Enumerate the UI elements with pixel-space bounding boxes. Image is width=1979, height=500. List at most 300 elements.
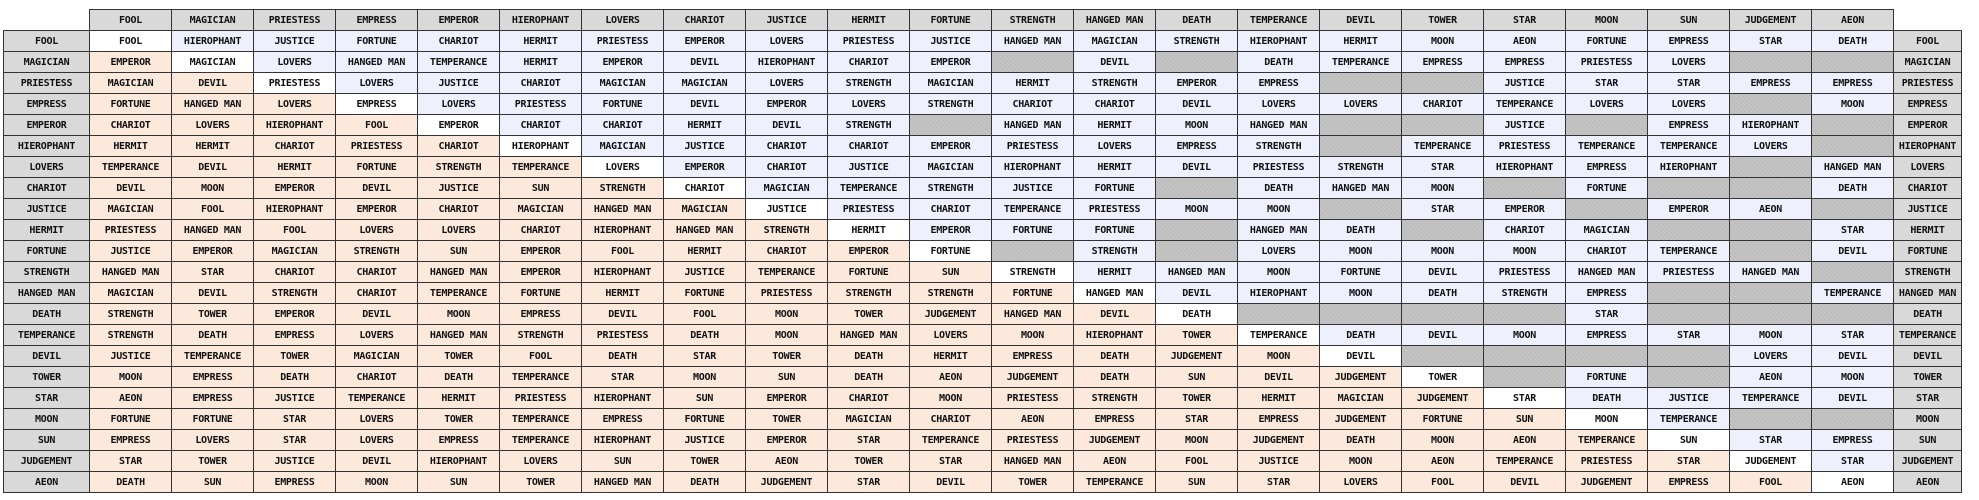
- result-cell: CHARIOT: [500, 220, 582, 241]
- result-cell: PRIESTESS: [1566, 451, 1648, 472]
- result-cell: LOVERS: [910, 325, 992, 346]
- result-cell: HIEROPHANT: [1648, 157, 1730, 178]
- column-header: DEATH: [1156, 10, 1238, 31]
- result-cell: SUN: [1648, 430, 1730, 451]
- result-cell: HIEROPHANT: [418, 451, 500, 472]
- corner-cell: [4, 10, 90, 31]
- result-cell: MAGICIAN: [664, 73, 746, 94]
- result-cell: SUN: [172, 472, 254, 493]
- table-row: [4, 178, 1962, 199]
- result-cell: EMPRESS: [1648, 115, 1730, 136]
- result-cell: LOVERS: [418, 220, 500, 241]
- result-cell: STAR: [1156, 409, 1238, 430]
- result-cell: TEMPERANCE: [1484, 451, 1566, 472]
- result-cell: STRENGTH: [746, 220, 828, 241]
- result-cell: JUSTICE: [746, 199, 828, 220]
- empty-cell: [1730, 178, 1812, 199]
- result-cell: FOOL: [500, 346, 582, 367]
- empty-cell: [1402, 115, 1484, 136]
- result-cell: MOON: [1402, 178, 1484, 199]
- result-cell: DEVIL: [1402, 262, 1484, 283]
- result-cell: FORTUNE: [1074, 178, 1156, 199]
- row-header: AEON: [4, 472, 90, 493]
- result-cell: STAR: [1566, 73, 1648, 94]
- result-cell: MAGICIAN: [336, 346, 418, 367]
- result-cell: TOWER: [992, 472, 1074, 493]
- result-cell: HANGED MAN: [1074, 283, 1156, 304]
- result-cell: HANGED MAN: [172, 94, 254, 115]
- result-cell: DEATH: [1320, 220, 1402, 241]
- empty-cell: [1320, 199, 1402, 220]
- result-cell: MOON: [1320, 283, 1402, 304]
- table-row: [4, 430, 1962, 451]
- result-cell: FORTUNE: [582, 94, 664, 115]
- result-cell: DEVIL: [1484, 472, 1566, 493]
- empty-cell: [1730, 304, 1812, 325]
- header-row: [4, 10, 1962, 31]
- result-cell: DEATH: [1320, 325, 1402, 346]
- result-cell: STRENGTH: [1074, 241, 1156, 262]
- result-cell: STRENGTH: [500, 325, 582, 346]
- result-cell: STAR: [1648, 451, 1730, 472]
- row-header: FORTUNE: [4, 241, 90, 262]
- column-header: HIEROPHANT: [500, 10, 582, 31]
- result-cell: EMPEROR: [746, 388, 828, 409]
- row-header: EMPEROR: [4, 115, 90, 136]
- result-cell: TEMPERANCE: [500, 430, 582, 451]
- result-cell: MAGICIAN: [1566, 220, 1648, 241]
- table-row: [4, 409, 1962, 430]
- result-cell: CHARIOT: [910, 199, 992, 220]
- result-cell: DEVIL: [1812, 241, 1894, 262]
- result-cell: MAGICIAN: [172, 52, 254, 73]
- result-cell: EMPEROR: [910, 220, 992, 241]
- result-cell: DEVIL: [1156, 283, 1238, 304]
- result-cell: HERMIT: [1074, 115, 1156, 136]
- result-cell: JUDGEMENT: [910, 304, 992, 325]
- result-cell: LOVERS: [254, 94, 336, 115]
- result-cell: MAGICIAN: [1074, 31, 1156, 52]
- empty-cell: [1648, 283, 1730, 304]
- result-cell: CHARIOT: [582, 115, 664, 136]
- result-cell: LOVERS: [828, 94, 910, 115]
- column-header: JUDGEMENT: [1730, 10, 1812, 31]
- row-header: JUSTICE: [4, 199, 90, 220]
- result-cell: EMPEROR: [582, 52, 664, 73]
- result-cell: MOON: [746, 325, 828, 346]
- result-cell: JUSTICE: [1484, 115, 1566, 136]
- result-cell: MOON: [418, 304, 500, 325]
- result-cell: DEATH: [418, 367, 500, 388]
- result-cell: EMPRESS: [1238, 409, 1320, 430]
- result-cell: AEON: [992, 409, 1074, 430]
- result-cell: MAGICIAN: [90, 283, 172, 304]
- result-cell: FORTUNE: [992, 220, 1074, 241]
- result-cell: STRENGTH: [336, 241, 418, 262]
- result-cell: JUSTICE: [1238, 451, 1320, 472]
- result-cell: EMPRESS: [1648, 472, 1730, 493]
- result-cell: EMPEROR: [910, 136, 992, 157]
- result-cell: HIEROPHANT: [500, 136, 582, 157]
- result-cell: TEMPERANCE: [1730, 388, 1812, 409]
- table-row: [4, 157, 1962, 178]
- result-cell: EMPRESS: [1402, 52, 1484, 73]
- result-cell: PRIESTESS: [582, 31, 664, 52]
- result-cell: TOWER: [1156, 325, 1238, 346]
- result-cell: SUN: [1156, 472, 1238, 493]
- result-cell: HIEROPHANT: [992, 157, 1074, 178]
- result-cell: HIEROPHANT: [582, 430, 664, 451]
- empty-cell: [1812, 262, 1894, 283]
- result-cell: MAGICIAN: [746, 178, 828, 199]
- result-cell: STAR: [1402, 199, 1484, 220]
- empty-cell: [1402, 304, 1484, 325]
- result-cell: AEON: [90, 388, 172, 409]
- row-header: JUDGEMENT: [4, 451, 90, 472]
- result-cell: HANGED MAN: [1730, 262, 1812, 283]
- result-cell: DEATH: [664, 472, 746, 493]
- result-cell: DEATH: [1156, 304, 1238, 325]
- result-cell: JUDGEMENT: [1156, 346, 1238, 367]
- row-header: SUN: [4, 430, 90, 451]
- result-cell: SUN: [1156, 367, 1238, 388]
- empty-cell: [1812, 115, 1894, 136]
- result-cell: DEATH: [1566, 388, 1648, 409]
- row-header: HERMIT: [4, 220, 90, 241]
- result-cell: HANGED MAN: [1320, 178, 1402, 199]
- result-cell: STAR: [828, 472, 910, 493]
- column-header: FORTUNE: [910, 10, 992, 31]
- result-cell: HANGED MAN: [828, 325, 910, 346]
- result-cell: MAGICIAN: [90, 199, 172, 220]
- result-cell: SUN: [1484, 409, 1566, 430]
- result-cell: FORTUNE: [336, 31, 418, 52]
- result-cell: FORTUNE: [828, 262, 910, 283]
- empty-cell: [1812, 52, 1894, 73]
- result-cell: DEATH: [90, 472, 172, 493]
- result-cell: STRENGTH: [582, 178, 664, 199]
- result-cell: PRIESTESS: [828, 31, 910, 52]
- result-cell: FOOL: [582, 241, 664, 262]
- result-cell: EMPRESS: [418, 430, 500, 451]
- result-cell: FORTUNE: [1566, 178, 1648, 199]
- result-cell: TEMPERANCE: [1320, 52, 1402, 73]
- empty-cell: [1730, 409, 1812, 430]
- result-cell: TEMPERANCE: [828, 178, 910, 199]
- row-header-right: STAR: [1894, 388, 1962, 409]
- result-cell: TOWER: [500, 472, 582, 493]
- result-cell: AEON: [1484, 31, 1566, 52]
- result-cell: LOVERS: [336, 430, 418, 451]
- result-cell: TEMPERANCE: [500, 367, 582, 388]
- result-cell: MOON: [1812, 94, 1894, 115]
- table-row: [4, 283, 1962, 304]
- empty-cell: [1484, 346, 1566, 367]
- empty-cell: [1812, 199, 1894, 220]
- result-cell: MOON: [1238, 262, 1320, 283]
- result-cell: PRIESTESS: [1484, 136, 1566, 157]
- result-cell: EMPRESS: [1566, 325, 1648, 346]
- result-cell: EMPEROR: [172, 241, 254, 262]
- result-cell: STRENGTH: [1074, 73, 1156, 94]
- result-cell: STRENGTH: [1320, 157, 1402, 178]
- result-cell: EMPRESS: [1566, 283, 1648, 304]
- row-header-right: AEON: [1894, 472, 1962, 493]
- result-cell: AEON: [1484, 430, 1566, 451]
- row-header: MAGICIAN: [4, 52, 90, 73]
- table-row: [4, 31, 1962, 52]
- result-cell: HANGED MAN: [418, 325, 500, 346]
- result-cell: STAR: [1730, 31, 1812, 52]
- result-cell: HIEROPHANT: [1238, 31, 1320, 52]
- row-header: HIEROPHANT: [4, 136, 90, 157]
- result-cell: JUDGEMENT: [992, 367, 1074, 388]
- result-cell: STAR: [828, 430, 910, 451]
- result-cell: MOON: [1156, 115, 1238, 136]
- result-cell: HIEROPHANT: [1238, 283, 1320, 304]
- result-cell: EMPEROR: [254, 304, 336, 325]
- result-cell: STRENGTH: [910, 283, 992, 304]
- result-cell: HERMIT: [500, 31, 582, 52]
- column-header: FOOL: [90, 10, 172, 31]
- result-cell: DEVIL: [1812, 346, 1894, 367]
- result-cell: JUSTICE: [254, 388, 336, 409]
- result-cell: PRIESTESS: [1238, 157, 1320, 178]
- column-header: LOVERS: [582, 10, 664, 31]
- result-cell: FORTUNE: [90, 94, 172, 115]
- table-row: [4, 94, 1962, 115]
- column-header: TOWER: [1402, 10, 1484, 31]
- result-cell: DEVIL: [336, 451, 418, 472]
- result-cell: STRENGTH: [1484, 283, 1566, 304]
- result-cell: HIEROPHANT: [254, 199, 336, 220]
- result-cell: HERMIT: [910, 346, 992, 367]
- row-header-right: HERMIT: [1894, 220, 1962, 241]
- result-cell: LOVERS: [172, 430, 254, 451]
- result-cell: STRENGTH: [1074, 388, 1156, 409]
- row-header-right: EMPEROR: [1894, 115, 1962, 136]
- empty-cell: [1156, 241, 1238, 262]
- row-header-right: LOVERS: [1894, 157, 1962, 178]
- column-header: CHARIOT: [664, 10, 746, 31]
- result-cell: STAR: [582, 367, 664, 388]
- result-cell: MOON: [1402, 430, 1484, 451]
- table-row: [4, 346, 1962, 367]
- result-cell: HANGED MAN: [1156, 262, 1238, 283]
- result-cell: EMPRESS: [172, 367, 254, 388]
- result-cell: JUSTICE: [664, 430, 746, 451]
- result-cell: STRENGTH: [254, 283, 336, 304]
- row-header-right: TEMPERANCE: [1894, 325, 1962, 346]
- result-cell: EMPRESS: [1566, 157, 1648, 178]
- result-cell: TOWER: [1402, 367, 1484, 388]
- result-cell: HIEROPHANT: [582, 262, 664, 283]
- result-cell: JUDGEMENT: [1320, 409, 1402, 430]
- result-cell: DEVIL: [1156, 94, 1238, 115]
- result-cell: STAR: [1730, 430, 1812, 451]
- result-cell: CHARIOT: [254, 136, 336, 157]
- result-cell: DEVIL: [1156, 157, 1238, 178]
- result-cell: EMPRESS: [1812, 73, 1894, 94]
- result-cell: TOWER: [828, 451, 910, 472]
- result-cell: TOWER: [828, 304, 910, 325]
- result-cell: JUSTICE: [664, 136, 746, 157]
- result-cell: JUSTICE: [418, 73, 500, 94]
- row-header: HANGED MAN: [4, 283, 90, 304]
- result-cell: HERMIT: [828, 220, 910, 241]
- row-header-right: HANGED MAN: [1894, 283, 1962, 304]
- result-cell: STAR: [1484, 388, 1566, 409]
- empty-cell: [1156, 178, 1238, 199]
- result-cell: EMPRESS: [254, 325, 336, 346]
- empty-cell: [1730, 52, 1812, 73]
- result-cell: FORTUNE: [172, 409, 254, 430]
- result-cell: STRENGTH: [910, 94, 992, 115]
- empty-cell: [1648, 304, 1730, 325]
- row-header-right: JUDGEMENT: [1894, 451, 1962, 472]
- result-cell: LOVERS: [1730, 346, 1812, 367]
- result-cell: DEVIL: [90, 178, 172, 199]
- result-cell: DEATH: [172, 325, 254, 346]
- result-cell: TEMPERANCE: [418, 283, 500, 304]
- result-cell: HANGED MAN: [664, 220, 746, 241]
- result-cell: HANGED MAN: [172, 220, 254, 241]
- result-cell: DEATH: [1238, 178, 1320, 199]
- result-cell: HANGED MAN: [992, 115, 1074, 136]
- result-cell: MAGICIAN: [828, 409, 910, 430]
- result-cell: MOON: [1156, 199, 1238, 220]
- result-cell: EMPEROR: [828, 241, 910, 262]
- result-cell: AEON: [910, 367, 992, 388]
- result-cell: HIEROPHANT: [1730, 115, 1812, 136]
- result-cell: MOON: [172, 178, 254, 199]
- result-cell: EMPRESS: [90, 430, 172, 451]
- result-cell: JUSTICE: [1484, 73, 1566, 94]
- empty-cell: [1238, 304, 1320, 325]
- result-cell: MAGICIAN: [500, 199, 582, 220]
- result-cell: STAR: [1402, 157, 1484, 178]
- result-cell: CHARIOT: [418, 31, 500, 52]
- result-cell: MAGICIAN: [664, 199, 746, 220]
- result-cell: LOVERS: [746, 31, 828, 52]
- result-cell: FORTUNE: [664, 409, 746, 430]
- result-cell: EMPEROR: [418, 115, 500, 136]
- result-cell: PRIESTESS: [1484, 262, 1566, 283]
- result-cell: MOON: [1730, 325, 1812, 346]
- result-cell: HIEROPHANT: [254, 115, 336, 136]
- result-cell: TEMPERANCE: [1566, 136, 1648, 157]
- column-header: JUSTICE: [746, 10, 828, 31]
- result-cell: TOWER: [254, 346, 336, 367]
- result-cell: JUSTICE: [1648, 388, 1730, 409]
- result-cell: TEMPERANCE: [1648, 136, 1730, 157]
- result-cell: CHARIOT: [418, 199, 500, 220]
- result-cell: DEVIL: [336, 304, 418, 325]
- result-cell: MAGICIAN: [582, 136, 664, 157]
- result-cell: EMPEROR: [746, 94, 828, 115]
- result-cell: CHARIOT: [828, 136, 910, 157]
- result-cell: LOVERS: [500, 451, 582, 472]
- result-cell: EMPRESS: [1730, 73, 1812, 94]
- column-header: STRENGTH: [992, 10, 1074, 31]
- result-cell: TOWER: [418, 409, 500, 430]
- result-cell: DEVIL: [1812, 388, 1894, 409]
- row-header: TOWER: [4, 367, 90, 388]
- result-cell: FOOL: [336, 115, 418, 136]
- result-cell: HANGED MAN: [582, 472, 664, 493]
- result-cell: DEVIL: [336, 178, 418, 199]
- empty-cell: [1320, 115, 1402, 136]
- result-cell: TEMPERANCE: [172, 346, 254, 367]
- result-cell: EMPRESS: [582, 409, 664, 430]
- result-cell: STAR: [254, 409, 336, 430]
- result-cell: STAR: [254, 430, 336, 451]
- column-header: PRIESTESS: [254, 10, 336, 31]
- result-cell: STRENGTH: [828, 283, 910, 304]
- result-cell: EMPEROR: [910, 52, 992, 73]
- result-cell: CHARIOT: [500, 115, 582, 136]
- result-cell: TEMPERANCE: [418, 52, 500, 73]
- result-cell: TEMPERANCE: [910, 430, 992, 451]
- empty-cell: [1320, 304, 1402, 325]
- table-row: [4, 262, 1962, 283]
- result-cell: FORTUNE: [500, 283, 582, 304]
- result-cell: JUDGEMENT: [1238, 430, 1320, 451]
- empty-cell: [1812, 409, 1894, 430]
- result-cell: STAR: [1648, 325, 1730, 346]
- result-cell: LOVERS: [1648, 94, 1730, 115]
- result-cell: MOON: [1566, 409, 1648, 430]
- empty-cell: [910, 115, 992, 136]
- result-cell: HERMIT: [172, 136, 254, 157]
- fusion-chart-table: [3, 9, 1962, 493]
- result-cell: EMPEROR: [664, 31, 746, 52]
- result-cell: TEMPERANCE: [1484, 94, 1566, 115]
- result-cell: TOWER: [664, 451, 746, 472]
- result-cell: HERMIT: [664, 241, 746, 262]
- column-header-row: [4, 10, 1962, 31]
- empty-cell: [1566, 199, 1648, 220]
- result-cell: CHARIOT: [746, 241, 828, 262]
- empty-cell: [1402, 346, 1484, 367]
- result-cell: JUDGEMENT: [1730, 451, 1812, 472]
- result-cell: SUN: [664, 388, 746, 409]
- result-cell: TEMPERANCE: [746, 262, 828, 283]
- column-header: HANGED MAN: [1074, 10, 1156, 31]
- row-header: PRIESTESS: [4, 73, 90, 94]
- row-header: DEATH: [4, 304, 90, 325]
- result-cell: EMPRESS: [172, 388, 254, 409]
- result-cell: EMPRESS: [1484, 52, 1566, 73]
- row-header-right: FORTUNE: [1894, 241, 1962, 262]
- result-cell: TOWER: [418, 346, 500, 367]
- result-cell: SUN: [746, 367, 828, 388]
- result-cell: DEVIL: [746, 115, 828, 136]
- result-cell: STRENGTH: [90, 304, 172, 325]
- table-row: [4, 388, 1962, 409]
- table-row: [4, 199, 1962, 220]
- result-cell: HERMIT: [254, 157, 336, 178]
- result-cell: JUSTICE: [992, 178, 1074, 199]
- result-cell: HIEROPHANT: [746, 52, 828, 73]
- result-cell: HERMIT: [1074, 262, 1156, 283]
- result-cell: LOVERS: [254, 52, 336, 73]
- result-cell: CHARIOT: [992, 94, 1074, 115]
- result-cell: AEON: [1730, 199, 1812, 220]
- empty-cell: [1730, 241, 1812, 262]
- result-cell: MAGICIAN: [910, 157, 992, 178]
- result-cell: DEVIL: [1238, 367, 1320, 388]
